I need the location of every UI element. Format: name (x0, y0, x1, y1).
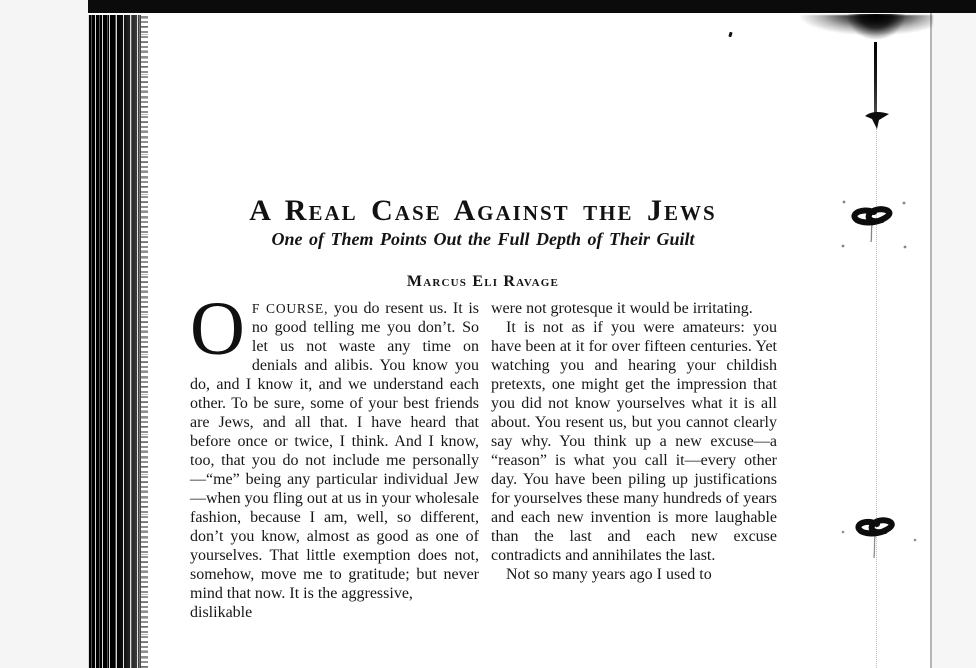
drop-cap: O (190, 287, 245, 371)
article-subtitle: One of Them Points Out the Full Depth of Their Guilt (271, 228, 695, 249)
paragraph: Not so many years ago I used to (506, 566, 712, 583)
article-author-byline: Marcus Eli Ravage (406, 273, 560, 290)
ink-blot-arrowhead (864, 108, 890, 130)
paragraph (190, 287, 479, 603)
paragraph-text: you do resent us. It is no good telling me you don’t. So let us not waste any time on denials and alibis. You know you do, and I know it, and we understand each other. To be sure, some of your best friends are Jews, and all that. I have heard that before once or twice, I think. And I know, too, that you do not include me personally—“me” being any particular individual Jew—when you fling out at us in your wholesale fashion, because I am, well, so different, don’t you know, almost as good as one of yourselves. That little exemption does not, somehow, move me to gratitude; but never mind that now. It is the aggressive, (190, 300, 479, 602)
article-title: A Real Case Against the Jews (249, 194, 717, 228)
page-right-edge (930, 0, 976, 668)
lead-in-small-caps: F COURSE, (251, 301, 329, 316)
scan-top-edge-bar (88, 0, 976, 13)
book-binding-gutter (88, 15, 141, 668)
paragraph: were not grotesque it would be irritating. (491, 300, 753, 317)
right-text-column (491, 299, 777, 668)
left-text-column (190, 287, 479, 668)
paragraph: It is not as if you were amateurs: you have been at it for over fifteen centuries. Yet watching you and hearing your childish pretexts, one might get the impression that you did not know yourselves what it is all about. You resent us, but you cannot clearly say why. You think up a new excuse—a “reason” is what you call it—every other day. You have been piling up justifications for yourselves these many hundreds of years and each new invention is more laughable than the last and each new excuse contradicts and annihilates the last. (491, 319, 777, 564)
gutter-fray-edge (141, 15, 148, 668)
ink-swirl-artifact-bottom (829, 502, 929, 566)
ink-drip-line (874, 42, 877, 114)
ink-swirl-artifact-top (826, 192, 926, 256)
clipped-last-line: dislikable (190, 604, 253, 621)
